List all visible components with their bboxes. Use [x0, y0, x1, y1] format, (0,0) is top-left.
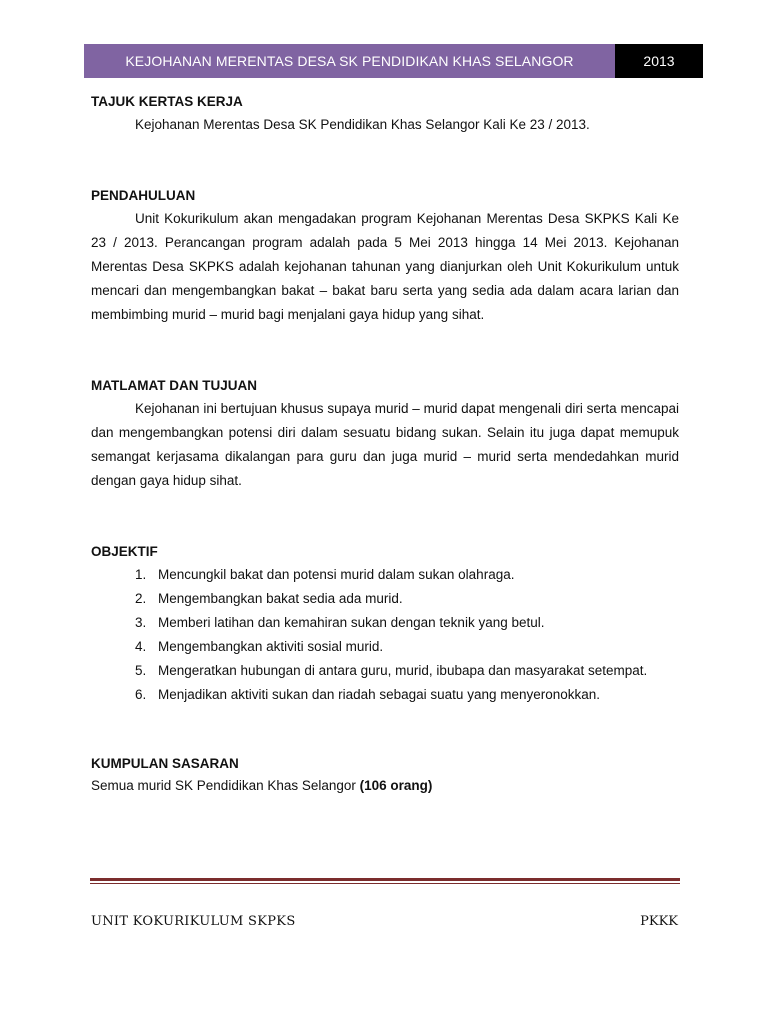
list-item [91, 611, 679, 635]
list-number: 2. [135, 591, 147, 606]
list-number: 3. [135, 615, 147, 630]
list-number: 4. [135, 639, 147, 654]
target-text: Semua murid SK Pendidikan Khas Selangor [91, 778, 360, 793]
section-text: Unit Kokurikulum akan mengadakan program Kejohanan Merentas Desa SKPKS Kali Ke 23 / 2013. Perancangan program adalah pada 5 Mei 2013 hingga 14 Mei 2013. Kejohanan Merentas Desa SKPKS adalah kejohanan tahunan yang dianjurkan oleh Unit Kokurikulum untuk mencari dan mengembangkan bakat – bakat baru serta yang sedia ada dalam acara larian dan membimbing murid – murid bagi menjalani gaya hidup yang sihat. [91, 211, 679, 322]
section-heading: PENDAHULUAN [91, 188, 196, 203]
section-heading: KUMPULAN SASARAN [91, 756, 239, 771]
section-matlamat [91, 375, 679, 493]
objectives-list [91, 563, 679, 707]
section-text: Kejohanan ini bertujuan khusus supaya murid – murid dapat mengenali diri serta mencapai dan mengembangkan potensi diri dalam sesuatu bidang sukan. Selain itu juga dapat memupuk semangat kerjasama dikalangan para guru dan juga murid – murid serta mendedahkan murid dengan gaya hidup sihat. [91, 401, 679, 488]
section-text: Kejohanan Merentas Desa SK Pendidikan Khas Selangor Kali Ke 23 / 2013. [135, 117, 590, 132]
list-text: Mengembangkan aktiviti sosial murid. [158, 639, 384, 654]
footer-right-text: PKKK [640, 914, 678, 929]
section-sasaran [91, 753, 679, 797]
section-heading: MATLAMAT DAN TUJUAN [91, 378, 257, 393]
header-title: KEJOHANAN MERENTAS DESA SK PENDIDIKAN KHAS SELANGOR [84, 44, 615, 78]
section-objektif [91, 541, 679, 707]
list-text: Mencungkil bakat dan potensi murid dalam sukan olahraga. [158, 567, 515, 582]
list-number: 1. [135, 567, 147, 582]
section-text [91, 775, 679, 797]
section-heading: OBJEKTIF [91, 544, 158, 559]
list-text: Mengeratkan hubungan di antara guru, murid, ibubapa dan masyarakat setempat. [158, 663, 648, 678]
list-text: Memberi latihan dan kemahiran sukan dengan teknik yang betul. [158, 615, 545, 630]
document-body [91, 91, 679, 797]
footer-divider-thin [90, 883, 680, 884]
list-number: 6. [135, 687, 147, 702]
list-item [91, 659, 679, 683]
header-year: 2013 [615, 44, 703, 78]
section-heading: TAJUK KERTAS KERJA [91, 94, 243, 109]
page-header [84, 44, 703, 78]
footer-divider [90, 878, 680, 881]
list-text: Menjadikan aktiviti sukan dan riadah sebagai suatu yang menyeronokkan. [158, 687, 601, 702]
section-pendahuluan [91, 185, 679, 327]
list-item [91, 683, 679, 707]
list-number: 5. [135, 663, 147, 678]
list-item [91, 563, 679, 587]
list-item [91, 635, 679, 659]
target-count: (106 orang) [359, 778, 433, 793]
section-tajuk [91, 91, 679, 137]
list-item [91, 587, 679, 611]
list-text: Mengembangkan bakat sedia ada murid. [158, 591, 403, 606]
footer-left-text: UNIT KOKURIKULUM SKPKS [91, 914, 296, 929]
